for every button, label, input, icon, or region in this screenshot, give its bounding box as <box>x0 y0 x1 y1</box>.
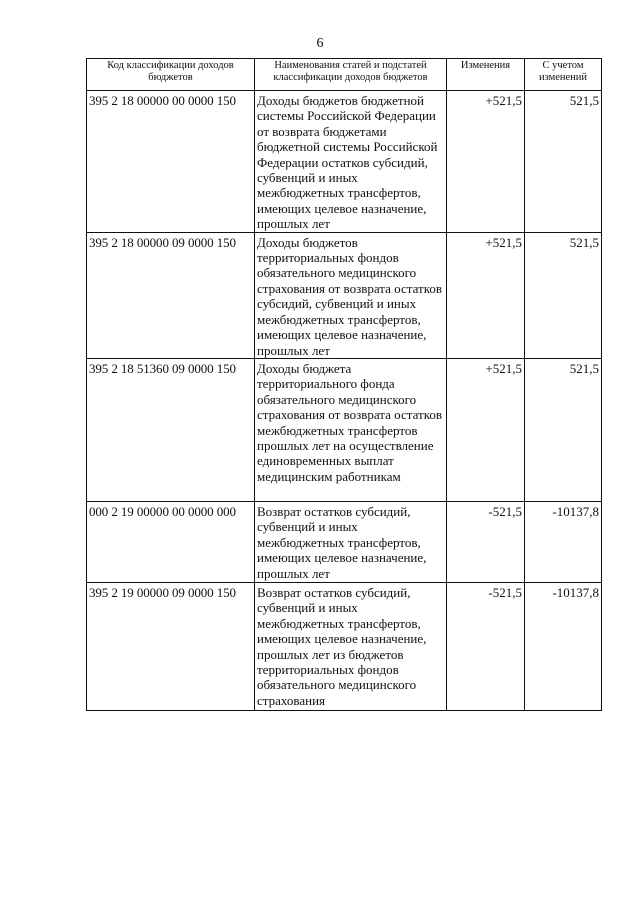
page-number: 6 <box>316 36 324 51</box>
row-code: 395 2 18 00000 09 0000 150 <box>87 232 255 358</box>
row-change: +521,5 <box>447 232 525 358</box>
row-total: 521,5 <box>525 358 602 501</box>
table-row <box>87 91 602 233</box>
table-row <box>87 501 602 582</box>
row-name: Доходы бюджетов бюджетной системы Российской Федерации от возврата бюджетами бюджетной системы Российской Федерации остатков субсидий, субвенций и иных межбюджетных трансфертов, имеющих целевое назначение, прошлых лет <box>255 91 447 233</box>
header-change: Изменения <box>447 59 525 91</box>
row-code: 395 2 18 51360 09 0000 150 <box>87 358 255 501</box>
row-total: -10137,8 <box>525 501 602 582</box>
header-name: Наименования статей и подстатей классификации доходов бюджетов <box>255 59 447 91</box>
table-row <box>87 582 602 710</box>
row-code: 395 2 18 00000 00 0000 150 <box>87 91 255 233</box>
row-name: Доходы бюджета территориального фонда обязательного медицинского страхования от возврата остатков межбюджетных трансфертов прошлых лет на осуществление единовременных выплат медицинским работникам <box>255 358 447 501</box>
row-total: 521,5 <box>525 91 602 233</box>
row-change: -521,5 <box>447 501 525 582</box>
row-name: Возврат остатков субсидий, субвенций и иных межбюджетных трансфертов, имеющих целевое назначение, прошлых лет из бюджетов территориальных фондов обязательного медицинского страхования <box>255 582 447 710</box>
budget-revenue-table <box>86 58 602 711</box>
header-code: Код классификации доходов бюджетов <box>87 59 255 91</box>
row-total: -10137,8 <box>525 582 602 710</box>
row-code: 395 2 19 00000 09 0000 150 <box>87 582 255 710</box>
row-change: +521,5 <box>447 91 525 233</box>
row-name: Возврат остатков субсидий, субвенций и иных межбюджетных трансфертов, имеющих целевое назначение, прошлых лет <box>255 501 447 582</box>
row-change: +521,5 <box>447 358 525 501</box>
row-change: -521,5 <box>447 582 525 710</box>
table-row <box>87 232 602 358</box>
row-name: Доходы бюджетов территориальных фондов обязательного медицинского страхования от возврата остатков субсидий, субвенций и иных межбюджетных трансфертов, имеющих целевое назначение, прошлых лет <box>255 232 447 358</box>
row-code: 000 2 19 00000 00 0000 000 <box>87 501 255 582</box>
table-row <box>87 358 602 501</box>
header-total: С учетом изменений <box>525 59 602 91</box>
row-total: 521,5 <box>525 232 602 358</box>
table-header-row <box>87 59 602 91</box>
